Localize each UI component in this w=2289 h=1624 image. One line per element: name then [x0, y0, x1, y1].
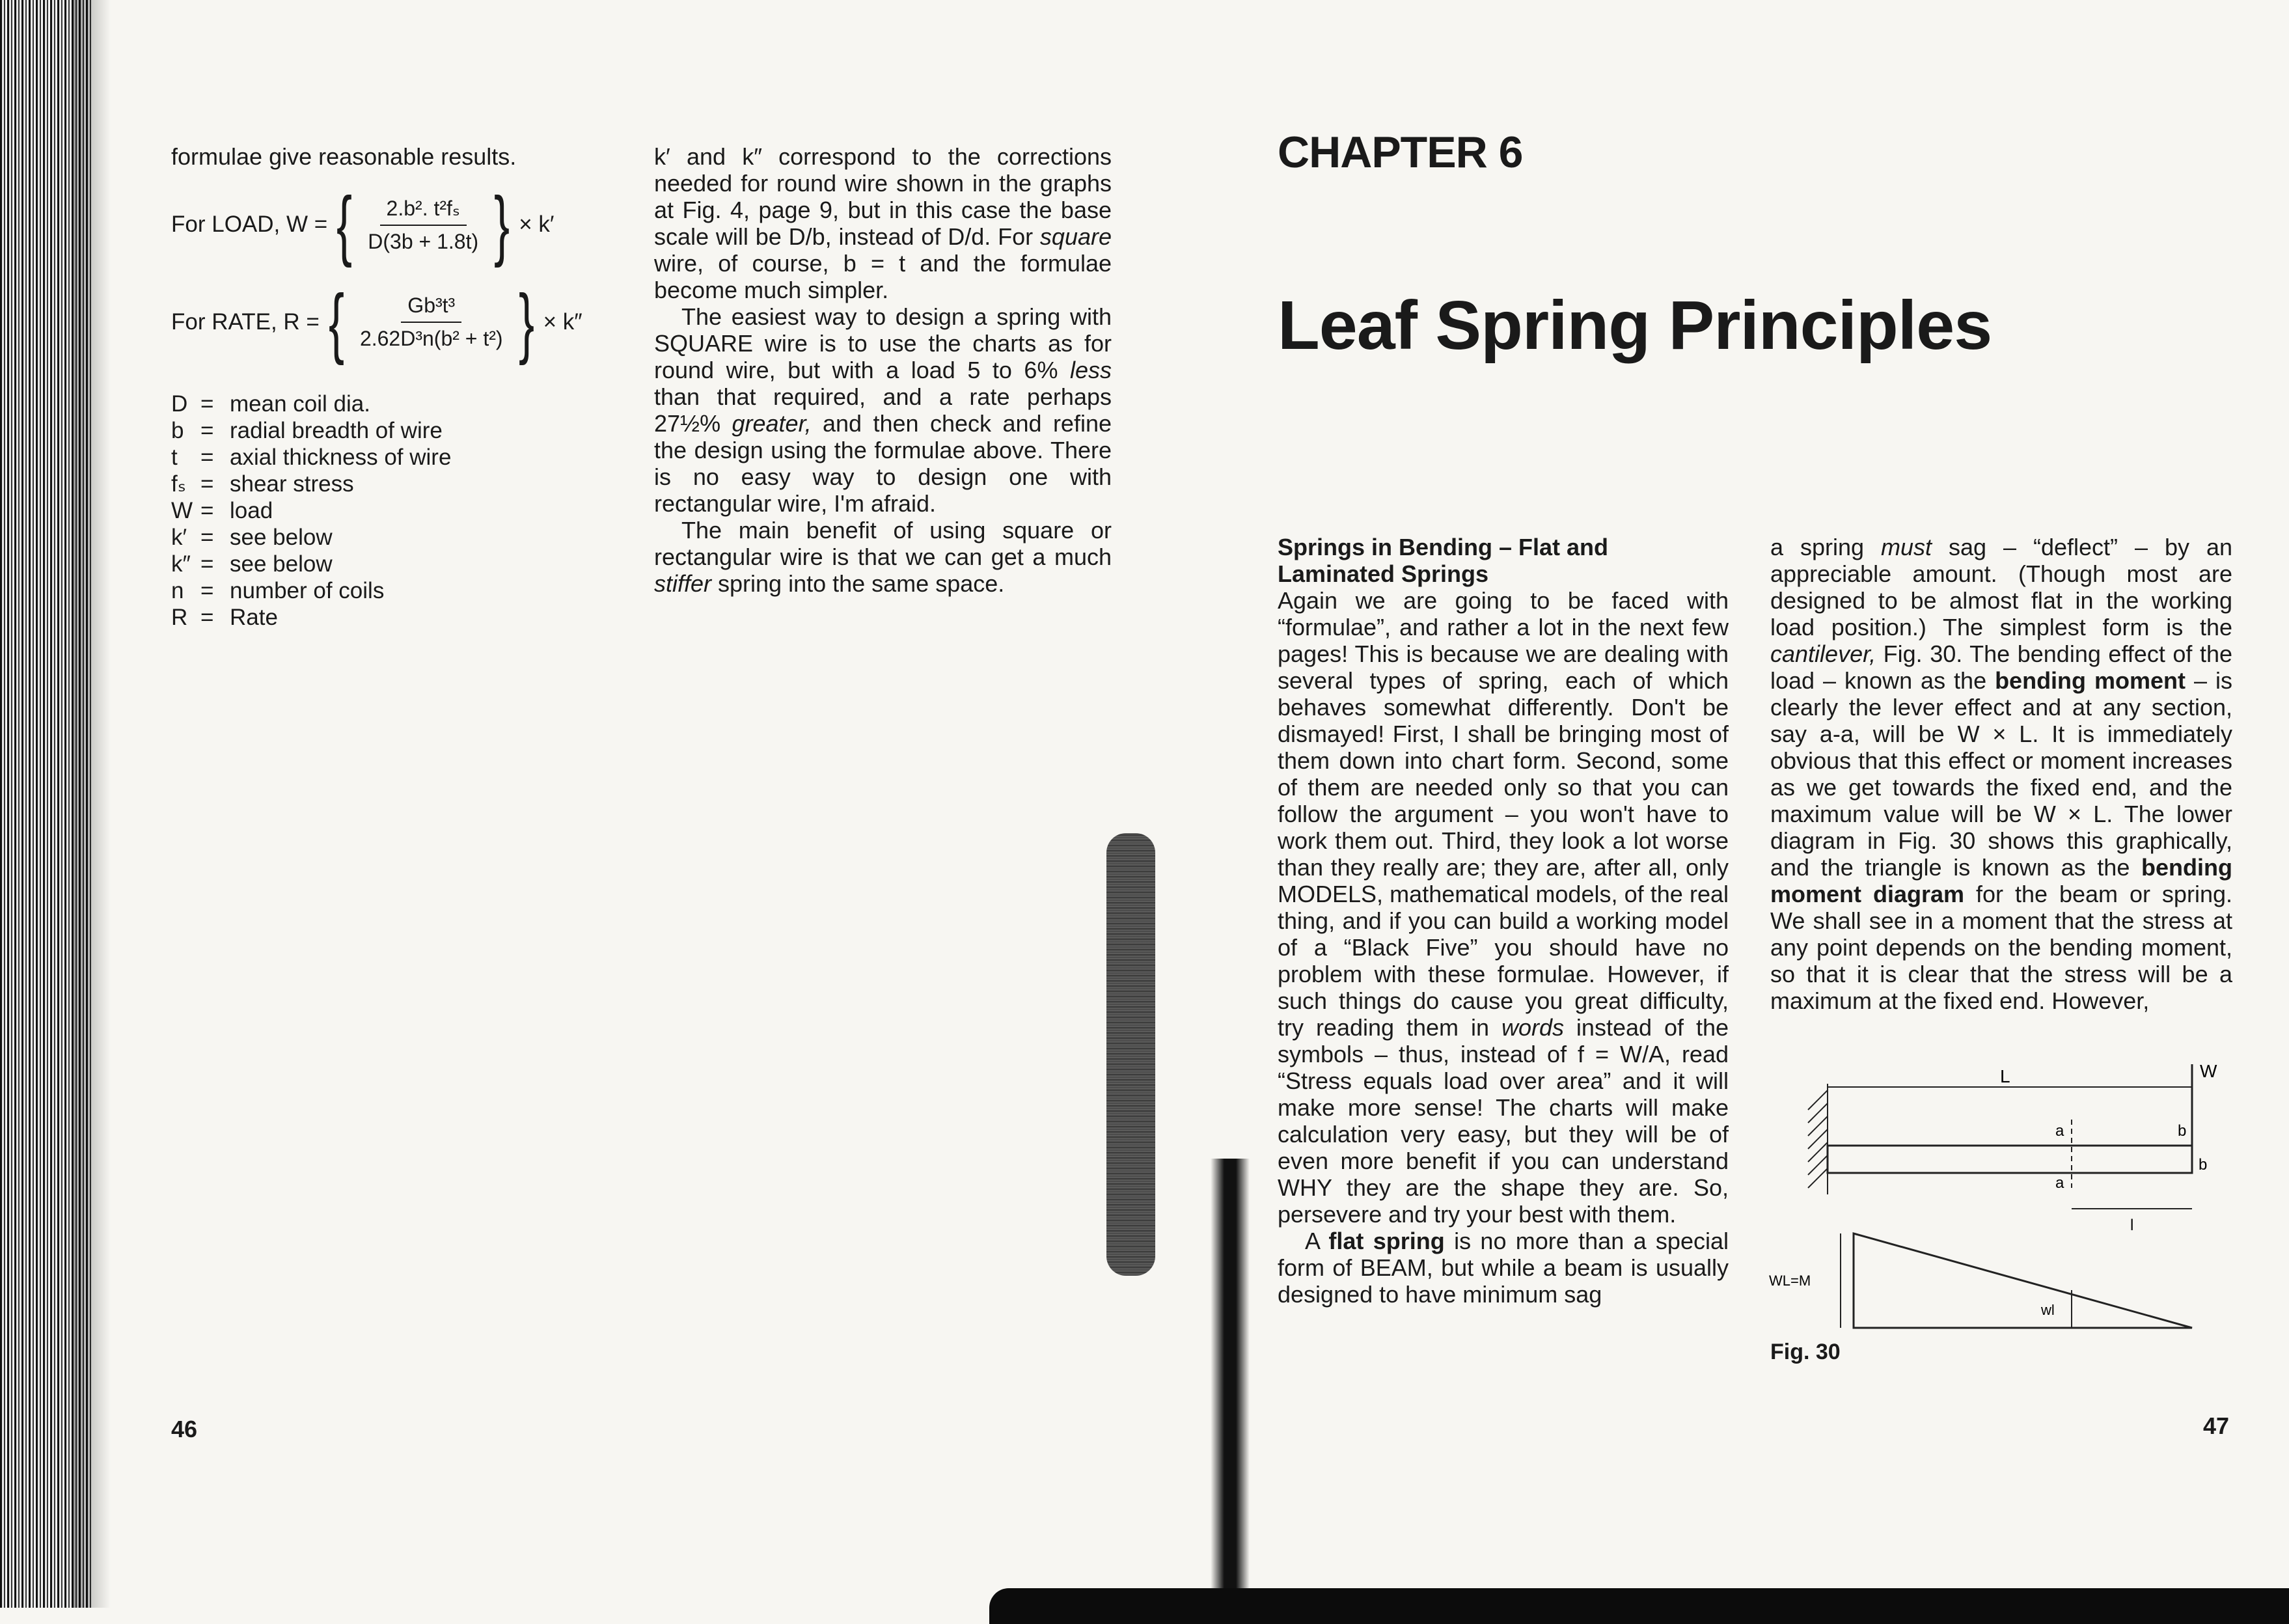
emphasis: stiffer [654, 570, 712, 597]
legend-symbol: b [171, 418, 184, 443]
text-run: is no more than a special form of BEAM, but while a beam is usually designed to have minimum sag [1278, 1228, 1729, 1308]
text-run: Again we are going to be faced with “formulae”, and rather a lot in the next few pages! This is because we are dealing with several types of spring, each of which behaves somewhat differently. Don't be dismayed! First, I shall be bringing most of them down into chart form. Second, some of them are needed only so that you can follow the argument – you won't have to work them out. Third, they look a lot worse than they really are; they are, after all, only MODELS, mathematical models, of the real thing, and if you can build a working model of a “Black Five” you should have no problem with these formulae. However, if such things do cause you great difficulty, try reading them in [1278, 587, 1729, 1041]
text-run: than that required, and a rate perhaps 27½% [654, 383, 1112, 437]
legend-equals: = [200, 471, 214, 497]
load-numerator: 2.b². t²fₛ [380, 196, 467, 226]
text-run: The easiest way to design a spring with SQUARE wire is to use the charts as for round wire, but with a load 5 to 6% [654, 303, 1112, 383]
legend-symbol: n [171, 578, 184, 603]
figure-caption: Fig. 30 [1770, 1340, 1841, 1364]
intro-text: formulae give reasonable results. [171, 143, 517, 170]
label-WL: WL=M [1769, 1273, 1811, 1289]
rate-numerator: Gb³t³ [401, 294, 461, 323]
legend-description: Rate [230, 605, 278, 630]
right-col2 [1770, 534, 2232, 1014]
right-col1 [1278, 534, 1729, 1308]
legend-row [171, 604, 575, 631]
emphasis: square [1039, 223, 1112, 250]
legend-row [171, 417, 575, 444]
legend-symbol: k′ [171, 525, 187, 550]
rate-denominator: 2.62D³n(b² + t²) [359, 327, 503, 350]
label-wl: wl [2041, 1302, 2055, 1318]
right-brace: } [518, 279, 534, 366]
legend-equals: = [200, 551, 214, 577]
left-page [0, 0, 1144, 1624]
paragraph [654, 143, 1112, 303]
legend-row [171, 551, 575, 577]
bold-term: bending moment [1995, 667, 2186, 694]
rate-fraction [353, 294, 510, 351]
right-page [1144, 0, 2289, 1624]
legend-description: axial thickness of wire [230, 445, 452, 470]
text-run: spring into the same space. [711, 570, 1005, 597]
label-L: L [2000, 1066, 2010, 1086]
left-col1 [171, 143, 614, 170]
load-fraction [361, 196, 485, 254]
legend-symbol: t [171, 445, 178, 470]
label-a-bottom: a [2055, 1174, 2064, 1192]
left-brace: { [336, 181, 353, 268]
legend-equals: = [200, 605, 214, 630]
text-run: k′ and k″ correspond to the corrections needed for round wire shown in the graphs at Fig. 4, page 9, but in this case the base scale will be D/b, instead of D/d. For [654, 143, 1112, 250]
text-run: for the beam or spring. We shall see in a moment that the stress at any point depends on the bending moment, so that it is clear that the stress will be a maximum at the fixed end. However, [1770, 881, 2232, 1014]
chapter-label: CHAPTER 6 [1278, 128, 1523, 177]
load-multiplier: × k′ [519, 212, 555, 237]
rate-multiplier: × k″ [543, 309, 583, 335]
legend-symbol: k″ [171, 551, 191, 577]
text-run: Fig. 30. The bending effect of the load – known as the [1770, 640, 2232, 694]
page-number-left: 46 [171, 1416, 198, 1442]
load-formula [171, 181, 555, 268]
paragraph [654, 517, 1112, 597]
left-col2 [654, 143, 1112, 597]
label-b-side: b [2199, 1156, 2208, 1174]
right-brace: } [494, 181, 510, 268]
legend-description: number of coils [230, 578, 385, 603]
bold-term: flat spring [1328, 1228, 1445, 1254]
text-run: sag – “deflect” – by an appreciable amount. (Though most are designed to be almost flat in the working load position.) The simplest form is the [1770, 534, 2232, 640]
paragraph [1278, 587, 1729, 1228]
label-a-top: a [2055, 1122, 2064, 1140]
label-b-top: b [2178, 1122, 2187, 1140]
legend-row [171, 577, 575, 604]
legend-symbol: D [171, 391, 188, 417]
emphasis: words [1501, 1014, 1564, 1041]
page-number-right: 47 [2203, 1412, 2230, 1439]
legend-row [171, 471, 575, 497]
cantilever-beam [1828, 1146, 2192, 1173]
legend-symbol: W [171, 498, 193, 523]
legend-symbol: R [171, 605, 188, 630]
cantilever-diagram [1769, 1058, 2238, 1338]
legend-description: radial breadth of wire [230, 418, 443, 443]
legend-equals: = [200, 525, 214, 550]
load-denominator: D(3b + 1.8t) [368, 229, 479, 253]
paragraph [654, 303, 1112, 517]
paragraph [1770, 534, 2232, 1014]
legend-row [171, 524, 575, 551]
symbol-legend [171, 391, 575, 631]
legend-description: shear stress [230, 471, 354, 497]
bending-moment-triangle [1854, 1233, 2192, 1328]
wall-hatching [1808, 1084, 1828, 1194]
text-run: The main benefit of using square or rectangular wire is that we can get a much [654, 517, 1112, 570]
legend-equals: = [200, 578, 214, 603]
legend-equals: = [200, 498, 214, 523]
text-run: a spring [1770, 534, 1881, 560]
emphasis: less [1069, 357, 1112, 383]
legend-equals: = [200, 445, 214, 470]
legend-description: load [230, 498, 273, 523]
emphasis: greater, [732, 410, 812, 437]
rate-lhs: For RATE, R = [171, 309, 320, 335]
legend-row [171, 497, 575, 524]
rate-formula [171, 279, 583, 366]
text-run: wire, of course, b = t and the formulae become much simpler. [654, 250, 1112, 303]
legend-row [171, 444, 575, 471]
legend-row [171, 391, 575, 417]
left-brace: { [328, 279, 344, 366]
section-heading: Springs in Bending – Flat and Laminated Springs [1278, 534, 1609, 587]
emphasis: must [1881, 534, 1932, 560]
paragraph [1278, 1228, 1729, 1308]
text-run: instead of the symbols – thus, instead of f = W/A, read “Stress equals load over area” and it will make more sense! The charts will make calculation very easy, but they will be of even more benefit if you can understand WHY they are the shape they are. So, persevere and try your best with them. [1278, 1014, 1729, 1228]
label-W: W [2200, 1061, 2217, 1081]
legend-equals: = [200, 418, 214, 443]
emphasis: cantilever, [1770, 640, 1876, 667]
legend-description: see below [230, 551, 333, 577]
legend-equals: = [200, 391, 214, 417]
chapter-title: Leaf Spring Principles [1278, 287, 1992, 364]
text-run: A [1305, 1228, 1329, 1254]
label-l: l [2130, 1217, 2134, 1234]
legend-symbol: fₛ [171, 471, 186, 497]
text-run: and then check and refine the design using the formulae above. There is no easy way to design one with rectangular wire, I'm afraid. [654, 410, 1112, 517]
legend-description: mean coil dia. [230, 391, 370, 417]
bold-term: bending moment diagram [1770, 854, 2232, 907]
load-lhs: For LOAD, W = [171, 212, 328, 237]
text-run: – is clearly the lever effect and at any section, say a-a, will be W × L. It is immediately obvious that this effect or moment increases as we get towards the fixed end, and the maximum value will be W × L. The lower diagram in Fig. 30 shows this graphically, and the triangle is known as the [1770, 667, 2232, 881]
legend-description: see below [230, 525, 333, 550]
